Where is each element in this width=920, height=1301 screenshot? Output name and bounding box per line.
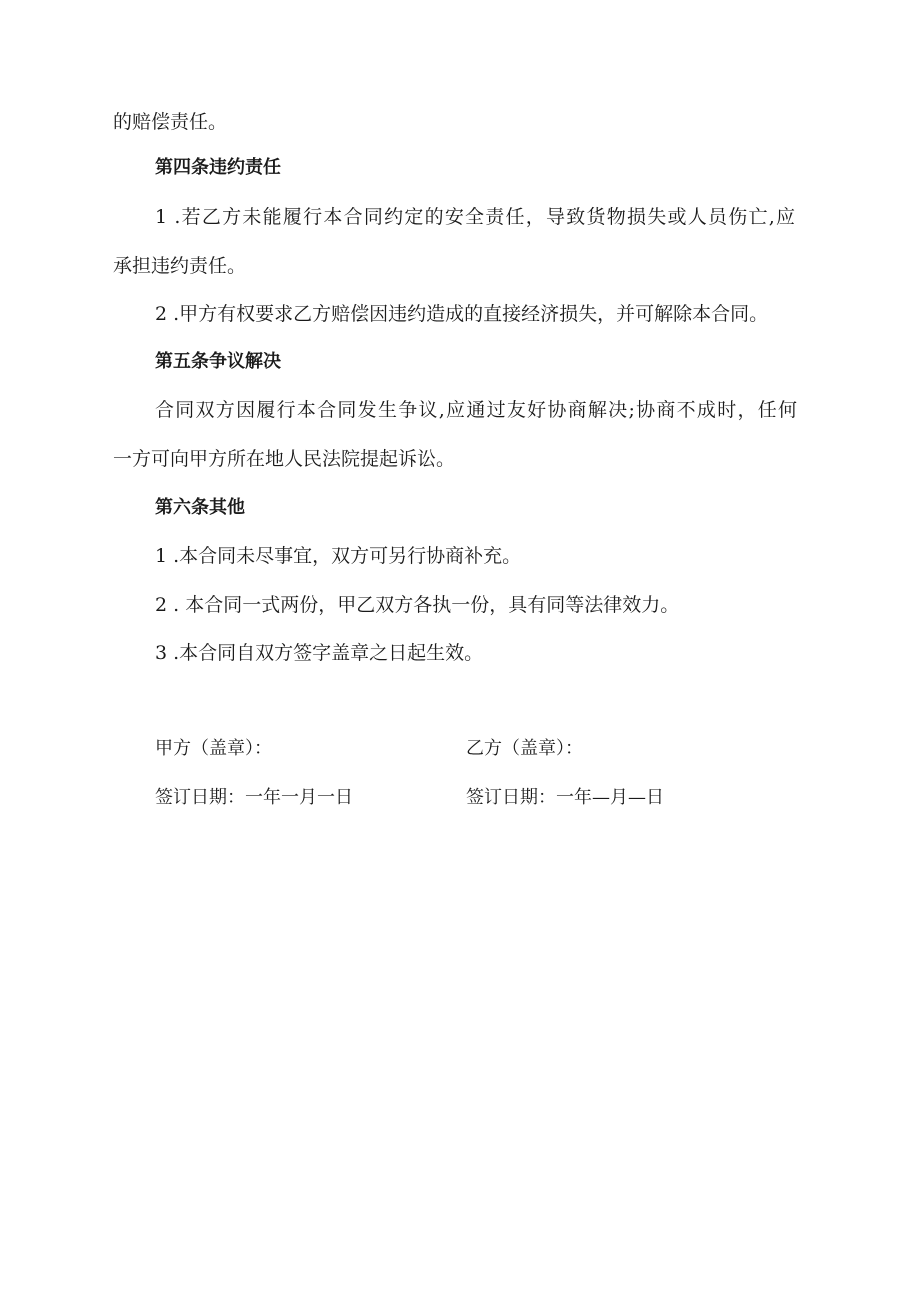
party-b-signing-date: 签订日期：一年—月—日 xyxy=(466,787,664,808)
article-4-item-1-line-2: 承担违约责任。 xyxy=(113,255,247,277)
article-6-item-2: 2 . 本合同一式两份，甲乙双方各执一份，具有同等法律效力。 xyxy=(155,594,680,616)
article-4-item-2: 2 .甲方有权要求乙方赔偿因违约造成的直接经济损失，并可解除本合同。 xyxy=(155,303,769,325)
article-5-body-line-1: 合同双方因履行本合同发生争议,应通过友好协商解决;协商不成时，任何 xyxy=(155,399,797,421)
article-4-item-1-line-1: 1 .若乙方未能履行本合同约定的安全责任，导致货物损失或人员伤亡,应 xyxy=(155,206,795,228)
article-4-heading: 第四条违约责任 xyxy=(155,157,281,178)
article-6-item-3: 3 .本合同自双方签字盖章之日起生效。 xyxy=(155,642,484,664)
continued-text-line: 的赔偿责任。 xyxy=(113,111,228,133)
party-a-signing-date: 签订日期：一年一月一日 xyxy=(155,787,353,808)
party-a-seal-label: 甲方（盖章）： xyxy=(155,738,272,759)
party-b-seal-label: 乙方（盖章）： xyxy=(466,738,583,759)
article-6-heading: 第六条其他 xyxy=(155,497,245,518)
article-5-heading: 第五条争议解决 xyxy=(155,351,281,372)
article-6-item-1: 1 .本合同未尽事宜，双方可另行协商补充。 xyxy=(155,545,522,567)
article-5-body-line-2: 一方可向甲方所在地人民法院提起诉讼。 xyxy=(113,448,456,470)
